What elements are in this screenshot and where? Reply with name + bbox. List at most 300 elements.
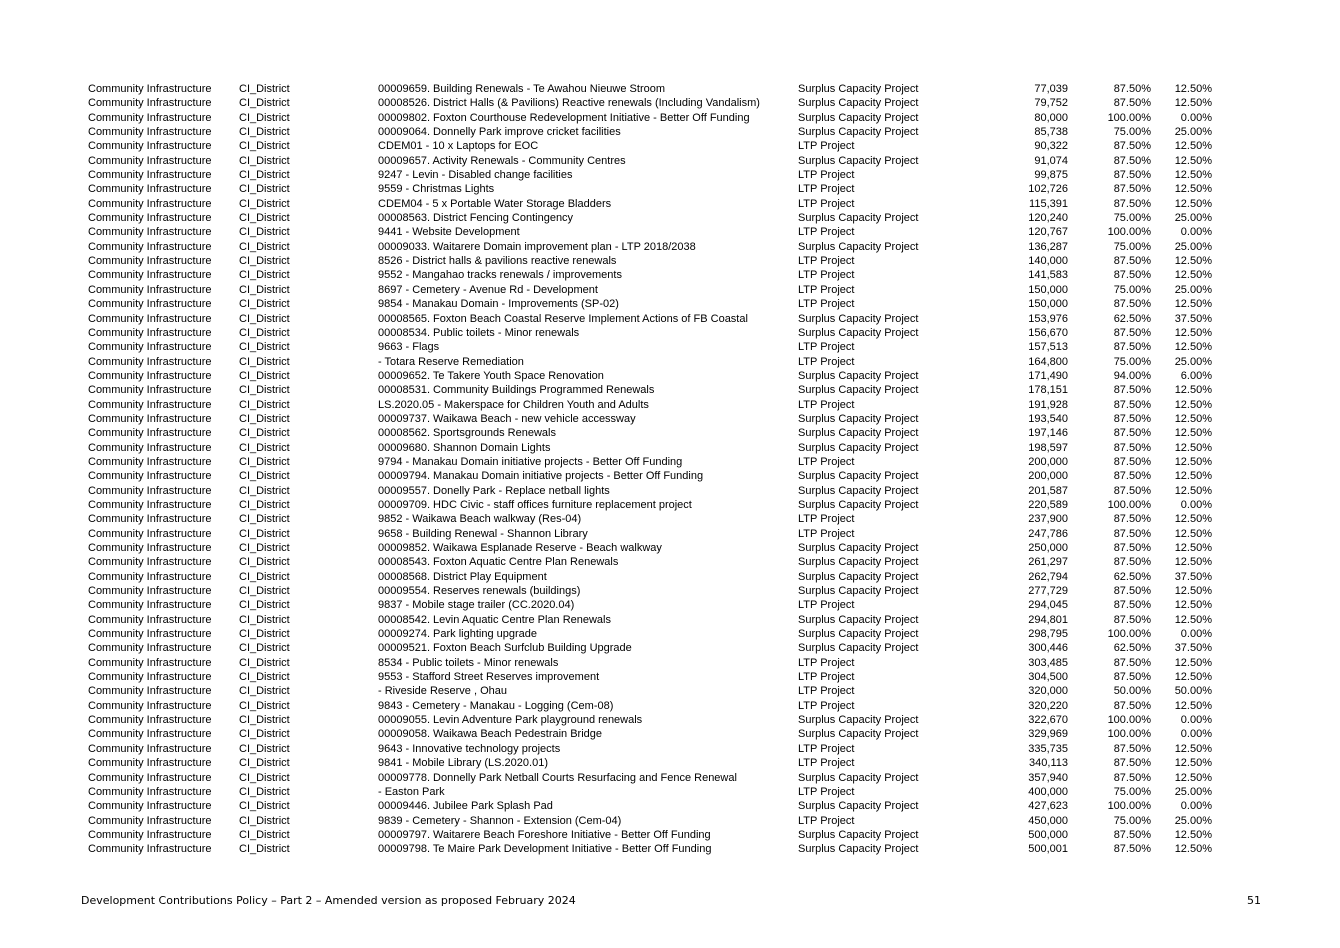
category-cell: Community Infrastructure — [88, 527, 212, 540]
project-type-cell: LTP Project — [798, 656, 855, 669]
district-cell: CI_District — [239, 427, 290, 440]
category-cell: Community Infrastructure — [88, 599, 212, 612]
project-type-cell: LTP Project — [798, 355, 855, 368]
table-row — [88, 369, 1228, 383]
category-cell: Community Infrastructure — [88, 326, 212, 339]
table-row — [88, 584, 1228, 598]
project-type-cell: Surplus Capacity Project — [798, 771, 919, 784]
description-cell: - Riveside Reserve , Ohau — [378, 685, 507, 698]
description-cell: 00008543. Foxton Aquatic Centre Plan Renewals — [378, 556, 619, 569]
district-cell: CI_District — [239, 298, 290, 311]
category-cell: Community Infrastructure — [88, 111, 212, 124]
table-row — [88, 225, 1228, 239]
category-cell: Community Infrastructure — [88, 298, 212, 311]
table-row — [88, 842, 1228, 856]
other-percent-cell: 0.00% — [1180, 628, 1212, 641]
category-cell: Community Infrastructure — [88, 441, 212, 454]
description-cell: 9553 - Stafford Street Reserves improvement — [378, 671, 600, 684]
table-row — [88, 742, 1228, 756]
district-cell: CI_District — [239, 542, 290, 554]
other-percent-cell: 12.50% — [1174, 513, 1212, 526]
project-type-cell: LTP Project — [798, 226, 855, 239]
growth-percent-cell: 87.50% — [1113, 441, 1151, 454]
growth-percent-cell: 87.50% — [1113, 527, 1151, 540]
category-cell: Community Infrastructure — [88, 843, 212, 856]
table-row — [88, 125, 1228, 139]
project-type-cell: LTP Project — [798, 255, 855, 268]
description-cell: 00009794. Manakau Domain initiative projects - Better Off Funding — [378, 470, 704, 483]
other-percent-cell: 12.50% — [1174, 154, 1212, 167]
table-row — [88, 684, 1228, 698]
growth-percent-cell: 62.50% — [1113, 312, 1151, 325]
growth-percent-cell: 87.50% — [1113, 412, 1151, 425]
growth-percent-cell: 75.00% — [1113, 785, 1151, 798]
other-percent-cell: 12.50% — [1174, 742, 1212, 755]
category-cell: Community Infrastructure — [88, 671, 212, 684]
category-cell: Community Infrastructure — [88, 757, 212, 770]
table-row — [88, 139, 1228, 153]
other-percent-cell: 0.00% — [1180, 728, 1212, 741]
amount-cell: 303,485 — [1028, 656, 1068, 669]
district-cell: CI_District — [239, 785, 290, 798]
description-cell: 00009657. Activity Renewals - Community Centres — [378, 154, 626, 167]
other-percent-cell: 12.50% — [1174, 671, 1212, 684]
description-cell: 9843 - Cemetery - Manakau - Logging (Cem-08) — [378, 699, 614, 712]
project-type-cell: Surplus Capacity Project — [798, 828, 919, 841]
other-percent-cell: 25.00% — [1174, 240, 1212, 253]
other-percent-cell: 12.50% — [1174, 470, 1212, 483]
description-cell: 00009659. Building Renewals - Te Awahou Nieuwe Stroom — [378, 83, 665, 95]
description-cell: 9839 - Cemetery - Shannon - Extension (Cem-04) — [378, 814, 622, 827]
description-cell: 00009274. Park lighting upgrade — [378, 628, 538, 641]
other-percent-cell: 0.00% — [1180, 498, 1212, 511]
amount-cell: 77,039 — [1034, 83, 1068, 95]
amount-cell: 191,928 — [1028, 398, 1068, 411]
table-row — [88, 814, 1228, 828]
other-percent-cell: 6.00% — [1180, 369, 1212, 382]
district-cell: CI_District — [239, 341, 290, 354]
district-cell: CI_District — [239, 255, 290, 268]
other-percent-cell: 12.50% — [1174, 828, 1212, 841]
table-row — [88, 182, 1228, 196]
table-row — [88, 484, 1228, 498]
table-row — [88, 268, 1228, 282]
growth-percent-cell: 87.50% — [1113, 828, 1151, 841]
amount-cell: 320,000 — [1028, 685, 1068, 698]
table-row — [88, 570, 1228, 584]
table-row — [88, 168, 1228, 182]
amount-cell: 102,726 — [1028, 183, 1068, 196]
amount-cell: 304,500 — [1028, 671, 1068, 684]
category-cell: Community Infrastructure — [88, 714, 212, 727]
project-type-cell: LTP Project — [798, 742, 855, 755]
district-cell: CI_District — [239, 283, 290, 296]
description-cell: 8697 - Cemetery - Avenue Rd - Development — [378, 283, 598, 296]
growth-percent-cell: 100.00% — [1107, 111, 1151, 124]
district-cell: CI_District — [239, 97, 290, 110]
description-cell: 8526 - District halls & pavilions reactive renewals — [378, 255, 617, 268]
district-cell: CI_District — [239, 671, 290, 684]
other-percent-cell: 12.50% — [1174, 83, 1212, 95]
category-cell: Community Infrastructure — [88, 470, 212, 483]
description-cell: 9552 - Mangahao tracks renewals / improvements — [378, 269, 622, 282]
description-cell: 00009737. Waikawa Beach - new vehicle accessway — [378, 412, 636, 425]
table-row — [88, 555, 1228, 569]
table-row — [88, 82, 1228, 96]
other-percent-cell: 12.50% — [1174, 771, 1212, 784]
other-percent-cell: 25.00% — [1174, 212, 1212, 225]
amount-cell: 340,113 — [1029, 757, 1068, 770]
description-cell: LS.2020.05 - Makerspace for Children Youth and Adults — [378, 398, 649, 411]
district-cell: CI_District — [239, 642, 290, 655]
table-row — [88, 670, 1228, 684]
amount-cell: 400,000 — [1028, 785, 1068, 798]
other-percent-cell: 12.50% — [1174, 757, 1212, 770]
table-row — [88, 785, 1228, 799]
district-cell: CI_District — [239, 140, 290, 153]
amount-cell: 91,074 — [1034, 154, 1068, 167]
growth-percent-cell: 87.50% — [1113, 484, 1151, 497]
description-cell: 00009557. Donelly Park - Replace netball lights — [378, 484, 610, 497]
project-type-cell: Surplus Capacity Project — [798, 369, 919, 382]
amount-cell: 450,000 — [1028, 814, 1068, 827]
amount-cell: 298,795 — [1028, 628, 1068, 641]
category-cell: Community Infrastructure — [88, 240, 212, 253]
growth-percent-cell: 87.50% — [1113, 154, 1151, 167]
table-row — [88, 771, 1228, 785]
description-cell: CDEM04 - 5 x Portable Water Storage Bladders — [378, 197, 612, 210]
category-cell: Community Infrastructure — [88, 685, 212, 698]
district-cell: CI_District — [239, 685, 290, 698]
category-cell: Community Infrastructure — [88, 628, 212, 641]
description-cell: 00009709. HDC Civic - staff offices furniture replacement project — [378, 498, 692, 511]
project-type-cell: Surplus Capacity Project — [798, 628, 919, 641]
amount-cell: 193,540 — [1028, 412, 1068, 425]
district-cell: CI_District — [239, 183, 290, 196]
project-type-cell: Surplus Capacity Project — [798, 570, 919, 583]
other-percent-cell: 12.50% — [1174, 298, 1212, 311]
district-cell: CI_District — [239, 312, 290, 325]
project-type-cell: Surplus Capacity Project — [798, 412, 919, 425]
category-cell: Community Infrastructure — [88, 771, 212, 784]
district-cell: CI_District — [239, 814, 290, 827]
table-row — [88, 426, 1228, 440]
amount-cell: 200,000 — [1028, 470, 1068, 483]
category-cell: Community Infrastructure — [88, 312, 212, 325]
description-cell: 00008526. District Halls (& Pavilions) Reactive renewals (Including Vandalism) — [378, 97, 760, 110]
description-cell: 00008542. Levin Aquatic Centre Plan Renewals — [378, 613, 611, 626]
growth-percent-cell: 100.00% — [1107, 628, 1151, 641]
table-row — [88, 527, 1228, 541]
category-cell: Community Infrastructure — [88, 800, 212, 813]
amount-cell: 140,000 — [1028, 255, 1068, 268]
table-row — [88, 627, 1228, 641]
growth-percent-cell: 87.50% — [1113, 183, 1151, 196]
project-type-cell: LTP Project — [798, 455, 855, 468]
description-cell: - Easton Park — [378, 785, 445, 798]
description-cell: 00009554. Reserves renewals (buildings) — [378, 585, 581, 598]
other-percent-cell: 12.50% — [1174, 455, 1212, 468]
growth-percent-cell: 87.50% — [1113, 513, 1151, 526]
amount-cell: 178,151 — [1028, 384, 1068, 397]
description-cell: 9643 - Innovative technology projects — [378, 742, 561, 755]
district-cell: CI_District — [239, 326, 290, 339]
growth-percent-cell: 50.00% — [1113, 685, 1151, 698]
amount-cell: 500,001 — [1028, 843, 1068, 856]
amount-cell: 300,446 — [1028, 642, 1068, 655]
table-row — [88, 312, 1228, 326]
description-cell: 9794 - Manakau Domain initiative projects - Better Off Funding — [378, 455, 683, 468]
table-row — [88, 355, 1228, 369]
project-table — [88, 82, 1228, 857]
other-percent-cell: 12.50% — [1174, 599, 1212, 612]
amount-cell: 201,587 — [1028, 484, 1068, 497]
district-cell: CI_District — [239, 369, 290, 382]
description-cell: 00009033. Waitarere Domain improvement plan - LTP 2018/2038 — [378, 240, 696, 253]
district-cell: CI_District — [239, 455, 290, 468]
district-cell: CI_District — [239, 556, 290, 569]
growth-percent-cell: 87.50% — [1113, 470, 1151, 483]
description-cell: 00008563. District Fencing Contingency — [378, 212, 574, 225]
district-cell: CI_District — [239, 384, 290, 397]
other-percent-cell: 0.00% — [1180, 226, 1212, 239]
growth-percent-cell: 100.00% — [1107, 800, 1151, 813]
table-row — [88, 541, 1228, 555]
category-cell: Community Infrastructure — [88, 498, 212, 511]
description-cell: 00009798. Te Maire Park Development Initiative - Better Off Funding — [378, 843, 712, 856]
growth-percent-cell: 87.50% — [1113, 341, 1151, 354]
description-cell: 00009852. Waikawa Esplanade Reserve - Beach walkway — [378, 542, 662, 554]
description-cell: 9441 - Website Development — [378, 226, 520, 239]
district-cell: CI_District — [239, 83, 290, 95]
district-cell: CI_District — [239, 126, 290, 139]
district-cell: CI_District — [239, 498, 290, 511]
amount-cell: 150,000 — [1028, 298, 1068, 311]
description-cell: 00009680. Shannon Domain Lights — [378, 441, 551, 454]
table-row — [88, 699, 1228, 713]
amount-cell: 120,240 — [1028, 212, 1068, 225]
category-cell: Community Infrastructure — [88, 355, 212, 368]
description-cell: 9841 - Mobile Library (LS.2020.01) — [378, 757, 548, 770]
growth-percent-cell: 87.50% — [1113, 556, 1151, 569]
amount-cell: 197,146 — [1028, 427, 1068, 440]
category-cell: Community Infrastructure — [88, 785, 212, 798]
district-cell: CI_District — [239, 441, 290, 454]
other-percent-cell: 25.00% — [1174, 126, 1212, 139]
project-type-cell: LTP Project — [798, 283, 855, 296]
other-percent-cell: 12.50% — [1174, 556, 1212, 569]
district-cell: CI_District — [239, 226, 290, 239]
category-cell: Community Infrastructure — [88, 556, 212, 569]
description-cell: CDEM01 - 10 x Laptops for EOC — [378, 140, 539, 153]
amount-cell: 200,000 — [1028, 455, 1068, 468]
category-cell: Community Infrastructure — [88, 97, 212, 110]
district-cell: CI_District — [239, 513, 290, 526]
amount-cell: 120,767 — [1028, 226, 1068, 239]
table-row — [88, 756, 1228, 770]
project-type-cell: Surplus Capacity Project — [798, 714, 919, 727]
project-type-cell: LTP Project — [798, 699, 855, 712]
other-percent-cell: 12.50% — [1174, 97, 1212, 110]
page-number: 51 — [1247, 894, 1261, 907]
project-type-cell: LTP Project — [798, 527, 855, 540]
growth-percent-cell: 87.50% — [1113, 197, 1151, 210]
other-percent-cell: 25.00% — [1174, 355, 1212, 368]
project-type-cell: Surplus Capacity Project — [798, 97, 919, 110]
category-cell: Community Infrastructure — [88, 269, 212, 282]
category-cell: Community Infrastructure — [88, 154, 212, 167]
district-cell: CI_District — [239, 570, 290, 583]
category-cell: Community Infrastructure — [88, 656, 212, 669]
description-cell: 00008531. Community Buildings Programmed Renewals — [378, 384, 655, 397]
amount-cell: 156,670 — [1028, 326, 1068, 339]
growth-percent-cell: 87.50% — [1113, 140, 1151, 153]
project-type-cell: Surplus Capacity Project — [798, 154, 919, 167]
other-percent-cell: 37.50% — [1174, 570, 1212, 583]
table-row — [88, 340, 1228, 354]
other-percent-cell: 12.50% — [1174, 169, 1212, 182]
amount-cell: 157,513 — [1028, 341, 1068, 354]
table-row — [88, 727, 1228, 741]
growth-percent-cell: 87.50% — [1113, 455, 1151, 468]
project-type-cell: Surplus Capacity Project — [798, 800, 919, 813]
other-percent-cell: 12.50% — [1174, 197, 1212, 210]
category-cell: Community Infrastructure — [88, 484, 212, 497]
other-percent-cell: 12.50% — [1174, 140, 1212, 153]
other-percent-cell: 12.50% — [1174, 384, 1212, 397]
growth-percent-cell: 62.50% — [1113, 570, 1151, 583]
category-cell: Community Infrastructure — [88, 341, 212, 354]
table-row — [88, 799, 1228, 813]
growth-percent-cell: 87.50% — [1113, 255, 1151, 268]
amount-cell: 85,738 — [1034, 126, 1068, 139]
project-type-cell: Surplus Capacity Project — [798, 542, 919, 554]
amount-cell: 150,000 — [1028, 283, 1068, 296]
growth-percent-cell: 75.00% — [1113, 283, 1151, 296]
growth-percent-cell: 75.00% — [1113, 240, 1151, 253]
table-row — [88, 828, 1228, 842]
project-type-cell: LTP Project — [798, 757, 855, 770]
other-percent-cell: 12.50% — [1174, 255, 1212, 268]
amount-cell: 250,000 — [1028, 542, 1068, 554]
description-cell: 8534 - Public toilets - Minor renewals — [378, 656, 559, 669]
district-cell: CI_District — [239, 240, 290, 253]
category-cell: Community Infrastructure — [88, 140, 212, 153]
district-cell: CI_District — [239, 169, 290, 182]
category-cell: Community Infrastructure — [88, 728, 212, 741]
amount-cell: 427,623 — [1028, 800, 1068, 813]
growth-percent-cell: 75.00% — [1113, 126, 1151, 139]
amount-cell: 220,589 — [1028, 498, 1068, 511]
growth-percent-cell: 87.50% — [1113, 169, 1151, 182]
amount-cell: 247,786 — [1028, 527, 1068, 540]
district-cell: CI_District — [239, 742, 290, 755]
growth-percent-cell: 87.50% — [1113, 699, 1151, 712]
amount-cell: 79,752 — [1034, 97, 1068, 110]
growth-percent-cell: 100.00% — [1107, 226, 1151, 239]
category-cell: Community Infrastructure — [88, 126, 212, 139]
project-type-cell: Surplus Capacity Project — [798, 470, 919, 483]
description-cell: 9852 - Waikawa Beach walkway (Res-04) — [378, 513, 582, 526]
description-cell: 9837 - Mobile stage trailer (CC.2020.04) — [378, 599, 575, 612]
growth-percent-cell: 87.50% — [1113, 656, 1151, 669]
project-type-cell: Surplus Capacity Project — [798, 556, 919, 569]
table-row — [88, 240, 1228, 254]
growth-percent-cell: 87.50% — [1113, 298, 1151, 311]
project-type-cell: Surplus Capacity Project — [798, 728, 919, 741]
project-type-cell: Surplus Capacity Project — [798, 240, 919, 253]
project-type-cell: Surplus Capacity Project — [798, 427, 919, 440]
amount-cell: 164,800 — [1028, 355, 1068, 368]
project-type-cell: LTP Project — [798, 398, 855, 411]
table-row — [88, 412, 1228, 426]
other-percent-cell: 12.50% — [1174, 326, 1212, 339]
other-percent-cell: 37.50% — [1174, 642, 1212, 655]
amount-cell: 335,735 — [1028, 742, 1068, 755]
category-cell: Community Infrastructure — [88, 585, 212, 598]
description-cell: 9663 - Flags — [378, 341, 440, 354]
other-percent-cell: 12.50% — [1174, 585, 1212, 598]
other-percent-cell: 12.50% — [1174, 269, 1212, 282]
table-row — [88, 598, 1228, 612]
category-cell: Community Infrastructure — [88, 384, 212, 397]
growth-percent-cell: 100.00% — [1107, 498, 1151, 511]
table-row — [88, 613, 1228, 627]
project-type-cell: Surplus Capacity Project — [798, 83, 919, 95]
project-type-cell: LTP Project — [798, 140, 855, 153]
description-cell: 9559 - Christmas Lights — [378, 183, 495, 196]
description-cell: 00008562. Sportsgrounds Renewals — [378, 427, 556, 440]
category-cell: Community Infrastructure — [88, 642, 212, 655]
district-cell: CI_District — [239, 470, 290, 483]
category-cell: Community Infrastructure — [88, 83, 212, 95]
other-percent-cell: 12.50% — [1174, 656, 1212, 669]
amount-cell: 171,490 — [1028, 369, 1068, 382]
amount-cell: 320,220 — [1028, 699, 1068, 712]
category-cell: Community Infrastructure — [88, 169, 212, 182]
growth-percent-cell: 75.00% — [1113, 212, 1151, 225]
category-cell: Community Infrastructure — [88, 613, 212, 626]
description-cell: 00008534. Public toilets - Minor renewals — [378, 326, 580, 339]
growth-percent-cell: 87.50% — [1113, 613, 1151, 626]
project-type-cell: Surplus Capacity Project — [798, 441, 919, 454]
description-cell: 00009446. Jubilee Park Splash Pad — [378, 800, 553, 813]
amount-cell: 357,940 — [1028, 771, 1068, 784]
growth-percent-cell: 87.50% — [1113, 97, 1151, 110]
amount-cell: 294,045 — [1028, 599, 1068, 612]
district-cell: CI_District — [239, 398, 290, 411]
other-percent-cell: 12.50% — [1174, 427, 1212, 440]
table-row — [88, 283, 1228, 297]
growth-percent-cell: 87.50% — [1113, 771, 1151, 784]
table-row — [88, 297, 1228, 311]
project-type-cell: Surplus Capacity Project — [798, 326, 919, 339]
other-percent-cell: 12.50% — [1174, 527, 1212, 540]
district-cell: CI_District — [239, 111, 290, 124]
project-type-cell: LTP Project — [798, 685, 855, 698]
district-cell: CI_District — [239, 212, 290, 225]
growth-percent-cell: 87.50% — [1113, 599, 1151, 612]
growth-percent-cell: 87.50% — [1113, 671, 1151, 684]
amount-cell: 99,875 — [1034, 169, 1068, 182]
other-percent-cell: 12.50% — [1174, 341, 1212, 354]
growth-percent-cell: 75.00% — [1113, 355, 1151, 368]
table-row — [88, 441, 1228, 455]
district-cell: CI_District — [239, 771, 290, 784]
table-row — [88, 398, 1228, 412]
other-percent-cell: 12.50% — [1174, 441, 1212, 454]
district-cell: CI_District — [239, 197, 290, 210]
